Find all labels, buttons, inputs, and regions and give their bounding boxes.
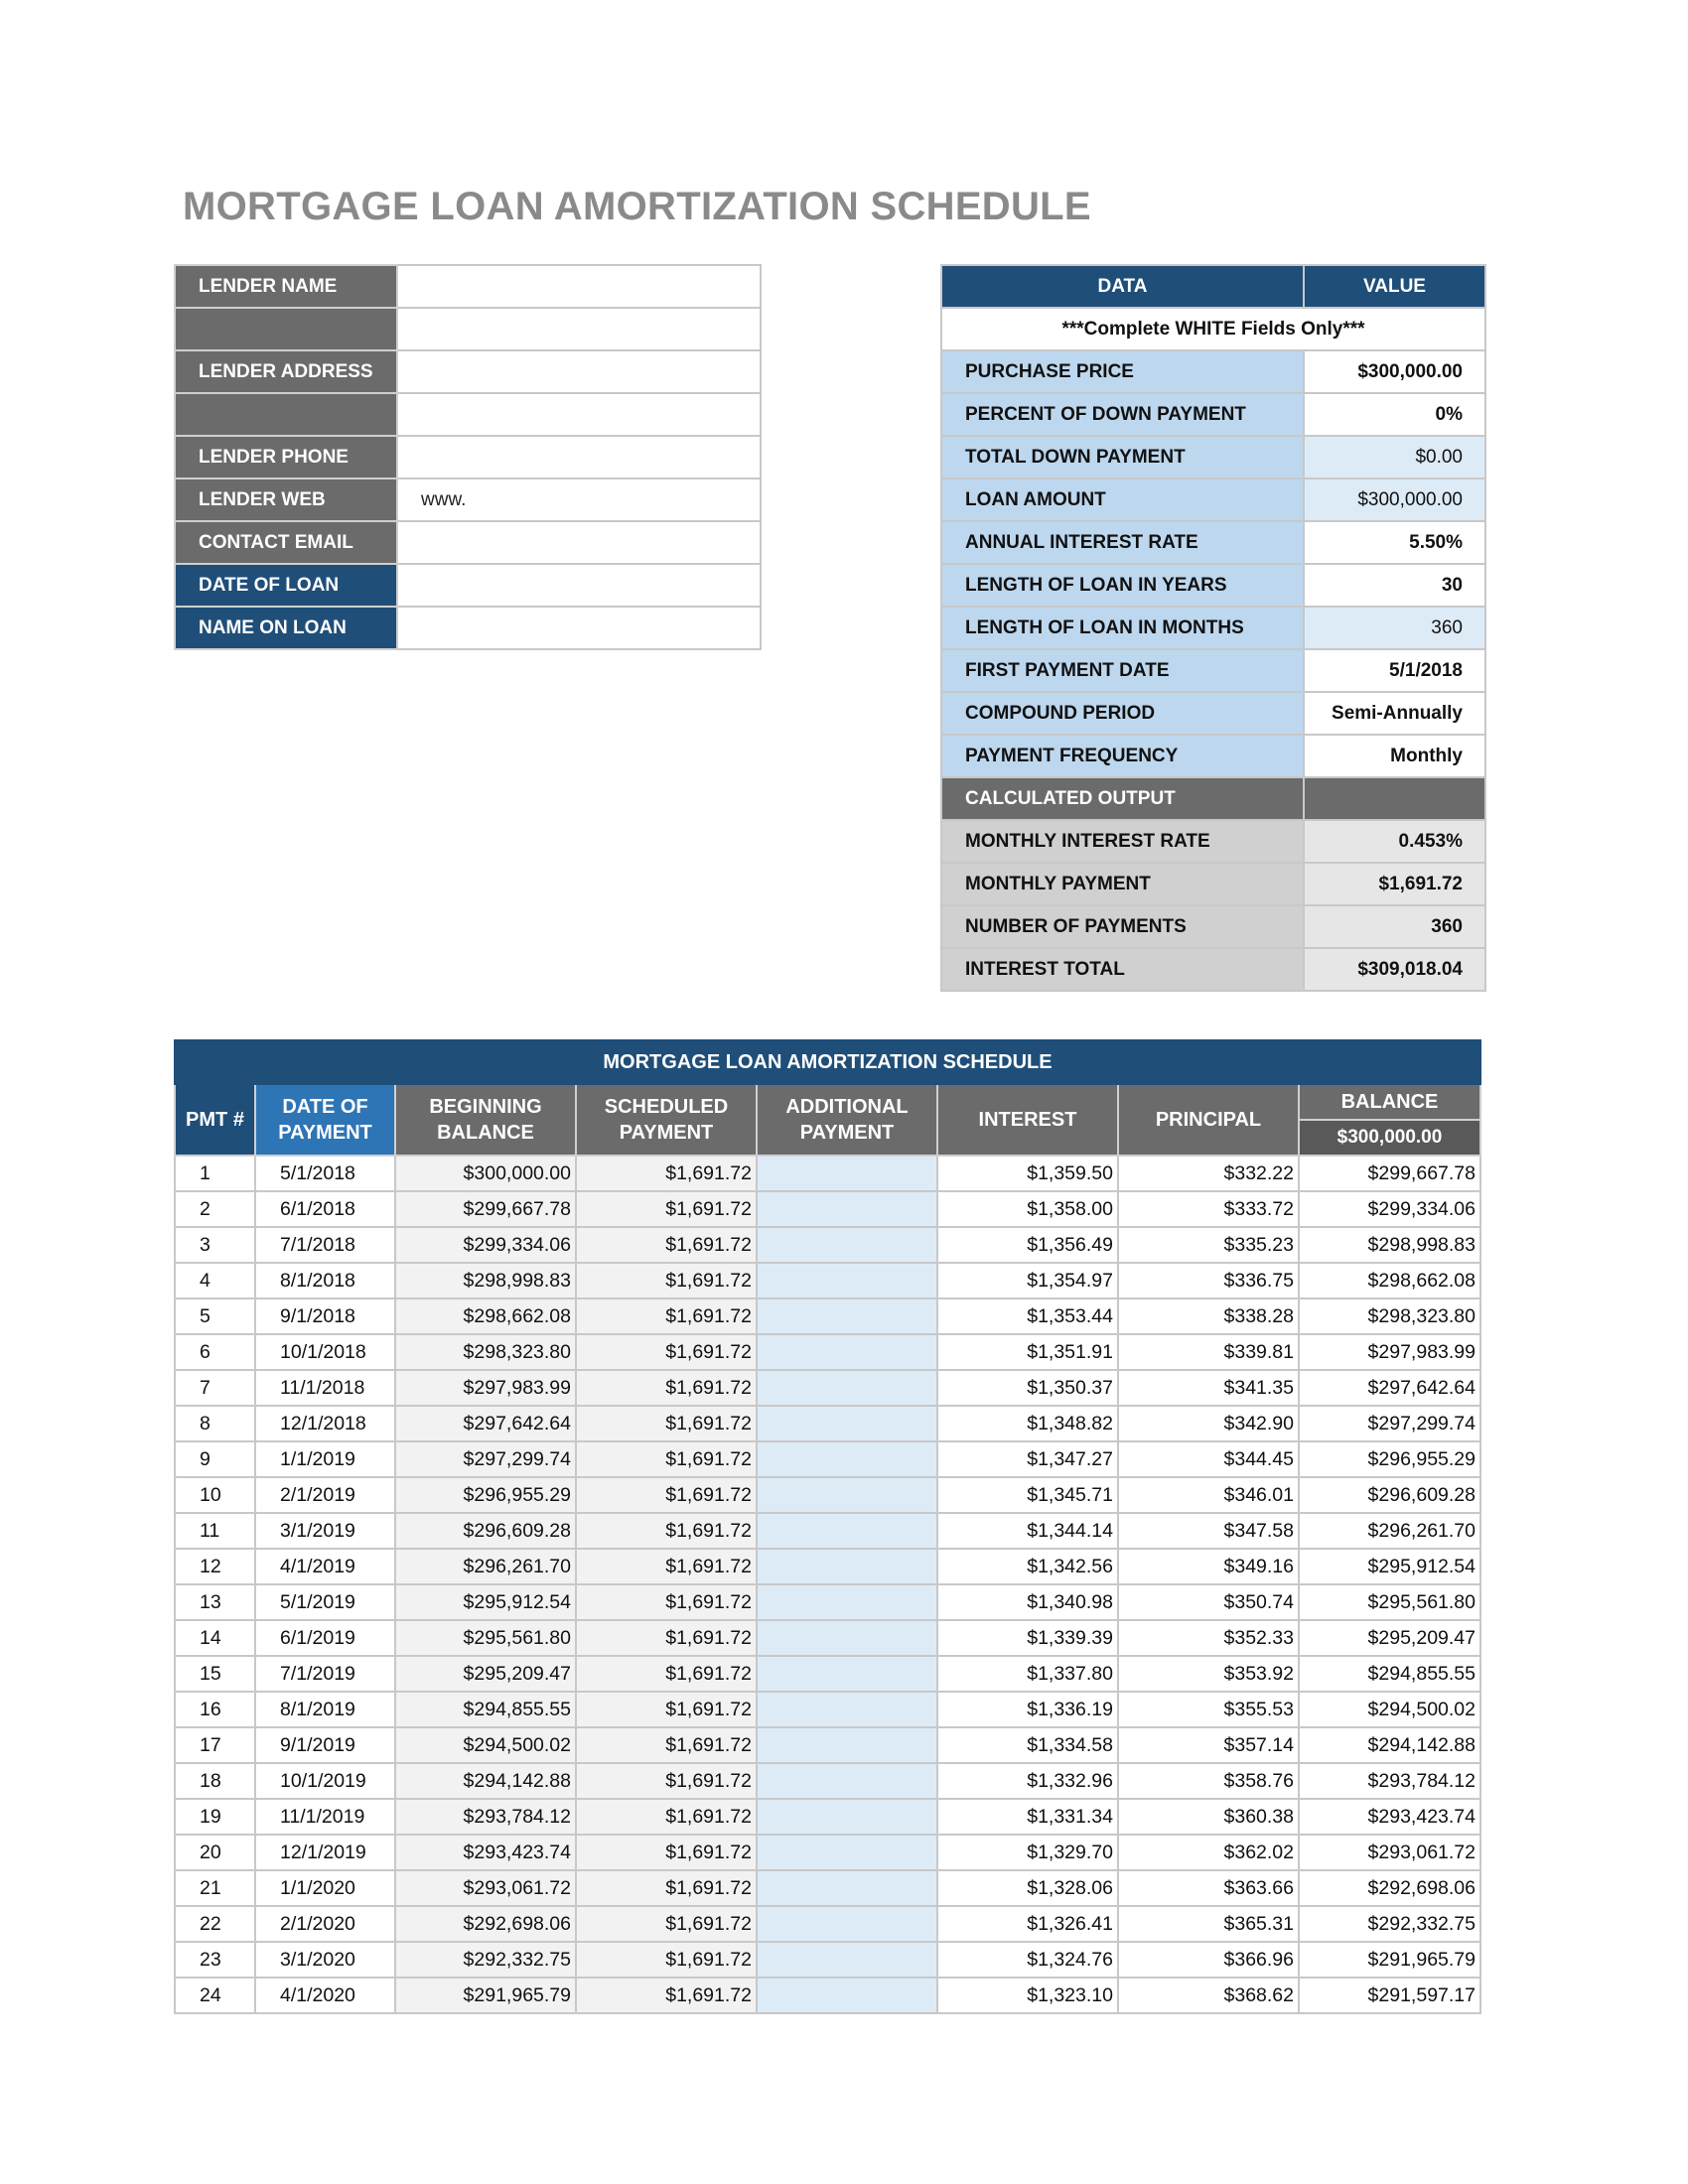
principal-cell: $362.02	[1118, 1835, 1299, 1870]
principal-cell: $366.96	[1118, 1942, 1299, 1978]
payment-date-cell: 4/1/2020	[255, 1978, 395, 2013]
payment-date-cell: 10/1/2018	[255, 1334, 395, 1370]
schedule-rows	[175, 1156, 1480, 2013]
scheduled-payment-cell: $1,691.72	[576, 1477, 757, 1513]
payment-date-cell: 12/1/2018	[255, 1406, 395, 1441]
col-header-balance: BALANCE	[1299, 1084, 1480, 1120]
calculated-output-header: CALCULATED OUTPUT	[941, 777, 1304, 820]
instructions-note: ***Complete WHITE Fields Only***	[941, 308, 1485, 350]
payment-date-cell: 11/1/2019	[255, 1799, 395, 1835]
balance-cell: $294,142.88	[1299, 1727, 1480, 1763]
purchase-price-field[interactable]: $300,000.00	[1304, 350, 1485, 393]
principal-cell: $363.66	[1118, 1870, 1299, 1906]
interest-cell: $1,323.10	[937, 1978, 1118, 2013]
principal-cell: $335.23	[1118, 1227, 1299, 1263]
interest-cell: $1,354.97	[937, 1263, 1118, 1298]
scheduled-payment-cell: $1,691.72	[576, 1549, 757, 1584]
beginning-balance-cell: $293,784.12	[395, 1799, 576, 1835]
payment-number-cell: 1	[175, 1156, 255, 1191]
interest-cell: $1,342.56	[937, 1549, 1118, 1584]
scheduled-payment-cell: $1,691.72	[576, 1191, 757, 1227]
scheduled-payment-cell: $1,691.72	[576, 1763, 757, 1799]
principal-cell: $339.81	[1118, 1334, 1299, 1370]
beginning-balance-cell: $295,209.47	[395, 1656, 576, 1692]
additional-payment-cell[interactable]	[757, 1263, 937, 1298]
additional-payment-cell[interactable]	[757, 1298, 937, 1334]
payment-number-cell: 2	[175, 1191, 255, 1227]
payment-number-cell: 22	[175, 1906, 255, 1942]
table-row	[175, 1156, 1480, 1191]
balance-cell: $292,698.06	[1299, 1870, 1480, 1906]
payment-date-cell: 1/1/2019	[255, 1441, 395, 1477]
table-row	[175, 1620, 1480, 1656]
scheduled-payment-cell: $1,691.72	[576, 1620, 757, 1656]
table-row	[175, 1191, 1480, 1227]
additional-payment-cell[interactable]	[757, 1549, 937, 1584]
lender-phone-label: LENDER PHONE	[175, 436, 397, 478]
interest-cell: $1,351.91	[937, 1334, 1118, 1370]
value-header: VALUE	[1304, 265, 1485, 308]
lender-address-field-1[interactable]	[397, 308, 761, 350]
beginning-balance-cell: $294,142.88	[395, 1763, 576, 1799]
principal-cell: $365.31	[1118, 1906, 1299, 1942]
interest-cell: $1,337.80	[937, 1656, 1118, 1692]
purchase-price-label: PURCHASE PRICE	[941, 350, 1304, 393]
payment-number-cell: 13	[175, 1584, 255, 1620]
balance-cell: $298,998.83	[1299, 1227, 1480, 1263]
table-row	[175, 1584, 1480, 1620]
principal-cell: $342.90	[1118, 1406, 1299, 1441]
principal-cell: $344.45	[1118, 1441, 1299, 1477]
balance-cell: $294,855.55	[1299, 1656, 1480, 1692]
scheduled-payment-cell: $1,691.72	[576, 1906, 757, 1942]
payment-number-cell: 8	[175, 1406, 255, 1441]
table-row	[175, 1942, 1480, 1978]
interest-cell: $1,334.58	[937, 1727, 1118, 1763]
table-row	[175, 1799, 1480, 1835]
additional-payment-cell[interactable]	[757, 1191, 937, 1227]
beginning-balance-cell: $296,955.29	[395, 1477, 576, 1513]
beginning-balance-cell: $297,642.64	[395, 1406, 576, 1441]
table-row	[175, 1370, 1480, 1406]
additional-payment-cell[interactable]	[757, 1156, 937, 1191]
payment-date-cell: 11/1/2018	[255, 1370, 395, 1406]
beginning-balance-cell: $293,423.74	[395, 1835, 576, 1870]
additional-payment-cell[interactable]	[757, 1978, 937, 2013]
interest-cell: $1,324.76	[937, 1942, 1118, 1978]
beginning-balance-cell: $292,698.06	[395, 1906, 576, 1942]
interest-cell: $1,345.71	[937, 1477, 1118, 1513]
payment-number-cell: 23	[175, 1942, 255, 1978]
payment-date-cell: 6/1/2018	[255, 1191, 395, 1227]
date-of-loan-label: DATE OF LOAN	[175, 564, 397, 607]
page-title: MORTGAGE LOAN AMORTIZATION SCHEDULE	[183, 185, 1091, 228]
payment-number-cell: 20	[175, 1835, 255, 1870]
principal-cell: $332.22	[1118, 1156, 1299, 1191]
loan-amount-label: LOAN AMOUNT	[941, 478, 1304, 521]
lender-info-table	[174, 264, 762, 650]
down-percent-field[interactable]: 0%	[1304, 393, 1485, 436]
balance-cell: $295,912.54	[1299, 1549, 1480, 1584]
payment-frequency-field[interactable]: Monthly	[1304, 735, 1485, 777]
loan-months-value: 360	[1304, 607, 1485, 649]
loan-years-label: LENGTH OF LOAN IN YEARS	[941, 564, 1304, 607]
payment-number-cell: 12	[175, 1549, 255, 1584]
monthly-payment-value: $1,691.72	[1304, 863, 1485, 905]
calculated-output-header-value	[1304, 777, 1485, 820]
payment-number-cell: 17	[175, 1727, 255, 1763]
payment-date-cell: 5/1/2018	[255, 1156, 395, 1191]
scheduled-payment-cell: $1,691.72	[576, 1799, 757, 1835]
table-row	[175, 1406, 1480, 1441]
balance-cell: $293,784.12	[1299, 1763, 1480, 1799]
compound-period-label: COMPOUND PERIOD	[941, 692, 1304, 735]
lender-name-label: LENDER NAME	[175, 265, 397, 308]
balance-cell: $291,965.79	[1299, 1942, 1480, 1978]
payment-number-cell: 18	[175, 1763, 255, 1799]
interest-cell: $1,326.41	[937, 1906, 1118, 1942]
scheduled-payment-cell: $1,691.72	[576, 1227, 757, 1263]
additional-payment-cell[interactable]	[757, 1906, 937, 1942]
interest-cell: $1,339.39	[937, 1620, 1118, 1656]
beginning-balance-cell: $297,299.74	[395, 1441, 576, 1477]
payment-number-cell: 4	[175, 1263, 255, 1298]
lender-web-label: LENDER WEB	[175, 478, 397, 521]
interest-cell: $1,359.50	[937, 1156, 1118, 1191]
additional-payment-cell[interactable]	[757, 1227, 937, 1263]
contact-email-label: CONTACT EMAIL	[175, 521, 397, 564]
interest-cell: $1,350.37	[937, 1370, 1118, 1406]
additional-payment-cell[interactable]	[757, 1477, 937, 1513]
additional-payment-cell[interactable]	[757, 1584, 937, 1620]
payment-date-cell: 2/1/2019	[255, 1477, 395, 1513]
payment-date-cell: 8/1/2018	[255, 1263, 395, 1298]
payment-number-cell: 5	[175, 1298, 255, 1334]
payment-date-cell: 2/1/2020	[255, 1906, 395, 1942]
balance-cell: $293,423.74	[1299, 1799, 1480, 1835]
beginning-balance-cell: $298,323.80	[395, 1334, 576, 1370]
data-header: DATA	[941, 265, 1304, 308]
loan-amount-value: $300,000.00	[1304, 478, 1485, 521]
principal-cell: $349.16	[1118, 1549, 1299, 1584]
beginning-balance-cell: $295,561.80	[395, 1620, 576, 1656]
balance-cell: $295,209.47	[1299, 1620, 1480, 1656]
table-row	[175, 1978, 1480, 2013]
principal-cell: $368.62	[1118, 1978, 1299, 2013]
payment-number-cell: 19	[175, 1799, 255, 1835]
interest-cell: $1,329.70	[937, 1835, 1118, 1870]
scheduled-payment-cell: $1,691.72	[576, 1978, 757, 2013]
total-down-label: TOTAL DOWN PAYMENT	[941, 436, 1304, 478]
table-row	[175, 1870, 1480, 1906]
col-header-additional-payment: ADDITIONAL PAYMENT	[757, 1084, 937, 1156]
monthly-rate-label: MONTHLY INTEREST RATE	[941, 820, 1304, 863]
contact-email-field[interactable]	[397, 521, 761, 564]
balance-cell: $296,261.70	[1299, 1513, 1480, 1549]
payment-number-cell: 7	[175, 1370, 255, 1406]
interest-rate-label: ANNUAL INTEREST RATE	[941, 521, 1304, 564]
additional-payment-cell[interactable]	[757, 1835, 937, 1870]
first-payment-date-label: FIRST PAYMENT DATE	[941, 649, 1304, 692]
date-of-loan-field[interactable]	[397, 564, 761, 607]
principal-cell: $350.74	[1118, 1584, 1299, 1620]
payment-number-cell: 16	[175, 1692, 255, 1727]
name-on-loan-label: NAME ON LOAN	[175, 607, 397, 649]
balance-cell: $293,061.72	[1299, 1835, 1480, 1870]
lender-address-label: LENDER ADDRESS	[175, 350, 397, 393]
loan-months-label: LENGTH OF LOAN IN MONTHS	[941, 607, 1304, 649]
payment-date-cell: 3/1/2019	[255, 1513, 395, 1549]
down-percent-label: PERCENT OF DOWN PAYMENT	[941, 393, 1304, 436]
table-row	[175, 1727, 1480, 1763]
number-of-payments-label: NUMBER OF PAYMENTS	[941, 905, 1304, 948]
scheduled-payment-cell: $1,691.72	[576, 1692, 757, 1727]
table-row	[175, 1298, 1480, 1334]
interest-cell: $1,348.82	[937, 1406, 1118, 1441]
table-row	[175, 1692, 1480, 1727]
scheduled-payment-cell: $1,691.72	[576, 1441, 757, 1477]
scheduled-payment-cell: $1,691.72	[576, 1835, 757, 1870]
payment-number-cell: 15	[175, 1656, 255, 1692]
table-row	[175, 1334, 1480, 1370]
beginning-balance-cell: $294,855.55	[395, 1692, 576, 1727]
scheduled-payment-cell: $1,691.72	[576, 1513, 757, 1549]
balance-cell: $297,983.99	[1299, 1334, 1480, 1370]
table-row	[175, 1263, 1480, 1298]
additional-payment-cell[interactable]	[757, 1870, 937, 1906]
additional-payment-cell[interactable]	[757, 1370, 937, 1406]
additional-payment-cell[interactable]	[757, 1799, 937, 1835]
beginning-balance-cell: $293,061.72	[395, 1870, 576, 1906]
payment-date-cell: 1/1/2020	[255, 1870, 395, 1906]
principal-cell: $347.58	[1118, 1513, 1299, 1549]
beginning-balance-cell: $295,912.54	[395, 1584, 576, 1620]
col-header-scheduled-payment: SCHEDULED PAYMENT	[576, 1084, 757, 1156]
payment-frequency-label: PAYMENT FREQUENCY	[941, 735, 1304, 777]
principal-cell: $360.38	[1118, 1799, 1299, 1835]
table-row	[175, 1763, 1480, 1799]
payment-number-cell: 24	[175, 1978, 255, 2013]
interest-cell: $1,347.27	[937, 1441, 1118, 1477]
table-row	[175, 1513, 1480, 1549]
additional-payment-cell[interactable]	[757, 1513, 937, 1549]
beginning-balance-cell: $294,500.02	[395, 1727, 576, 1763]
lender-address-label-cont	[175, 393, 397, 436]
interest-cell: $1,353.44	[937, 1298, 1118, 1334]
principal-cell: $341.35	[1118, 1370, 1299, 1406]
beginning-balance-cell: $291,965.79	[395, 1978, 576, 2013]
additional-payment-cell[interactable]	[757, 1692, 937, 1727]
balance-cell: $298,662.08	[1299, 1263, 1480, 1298]
first-payment-date-field[interactable]: 5/1/2018	[1304, 649, 1485, 692]
interest-total-label: INTEREST TOTAL	[941, 948, 1304, 991]
beginning-balance-cell: $292,332.75	[395, 1942, 576, 1978]
additional-payment-cell[interactable]	[757, 1406, 937, 1441]
table-row	[175, 1835, 1480, 1870]
balance-cell: $299,667.78	[1299, 1156, 1480, 1191]
interest-cell: $1,358.00	[937, 1191, 1118, 1227]
beginning-balance-cell: $296,261.70	[395, 1549, 576, 1584]
additional-payment-cell[interactable]	[757, 1942, 937, 1978]
payment-number-cell: 9	[175, 1441, 255, 1477]
lender-address-field-3[interactable]	[397, 393, 761, 436]
interest-cell: $1,356.49	[937, 1227, 1118, 1263]
beginning-balance-cell: $296,609.28	[395, 1513, 576, 1549]
interest-cell: $1,331.34	[937, 1799, 1118, 1835]
lender-web-field[interactable]: www.	[397, 478, 761, 521]
balance-cell: $295,561.80	[1299, 1584, 1480, 1620]
scheduled-payment-cell: $1,691.72	[576, 1370, 757, 1406]
interest-cell: $1,340.98	[937, 1584, 1118, 1620]
scheduled-payment-cell: $1,691.72	[576, 1727, 757, 1763]
monthly-rate-value: 0.453%	[1304, 820, 1485, 863]
additional-payment-cell[interactable]	[757, 1620, 937, 1656]
beginning-balance-cell: $297,983.99	[395, 1370, 576, 1406]
principal-cell: $336.75	[1118, 1263, 1299, 1298]
total-down-value: $0.00	[1304, 436, 1485, 478]
principal-cell: $338.28	[1118, 1298, 1299, 1334]
interest-rate-field[interactable]: 5.50%	[1304, 521, 1485, 564]
payment-number-cell: 3	[175, 1227, 255, 1263]
lender-name-field[interactable]	[397, 265, 761, 308]
beginning-balance-cell: $300,000.00	[395, 1156, 576, 1191]
payment-number-cell: 10	[175, 1477, 255, 1513]
loan-years-field[interactable]: 30	[1304, 564, 1485, 607]
payment-date-cell: 6/1/2019	[255, 1620, 395, 1656]
payment-number-cell: 11	[175, 1513, 255, 1549]
interest-cell: $1,344.14	[937, 1513, 1118, 1549]
interest-cell: $1,332.96	[937, 1763, 1118, 1799]
principal-cell: $358.76	[1118, 1763, 1299, 1799]
number-of-payments-value: 360	[1304, 905, 1485, 948]
payment-number-cell: 14	[175, 1620, 255, 1656]
beginning-balance-cell: $298,662.08	[395, 1298, 576, 1334]
interest-cell: $1,336.19	[937, 1692, 1118, 1727]
col-header-principal: PRINCIPAL	[1118, 1084, 1299, 1156]
balance-cell: $297,299.74	[1299, 1406, 1480, 1441]
beginning-balance-cell: $299,334.06	[395, 1227, 576, 1263]
scheduled-payment-cell: $1,691.72	[576, 1156, 757, 1191]
payment-date-cell: 3/1/2020	[255, 1942, 395, 1978]
starting-balance: $300,000.00	[1299, 1120, 1480, 1156]
scheduled-payment-cell: $1,691.72	[576, 1334, 757, 1370]
scheduled-payment-cell: $1,691.72	[576, 1942, 757, 1978]
payment-date-cell: 10/1/2019	[255, 1763, 395, 1799]
table-row	[175, 1227, 1480, 1263]
principal-cell: $346.01	[1118, 1477, 1299, 1513]
name-on-loan-field[interactable]	[397, 607, 761, 649]
table-row	[175, 1549, 1480, 1584]
principal-cell: $353.92	[1118, 1656, 1299, 1692]
payment-date-cell: 12/1/2019	[255, 1835, 395, 1870]
additional-payment-cell[interactable]	[757, 1334, 937, 1370]
scheduled-payment-cell: $1,691.72	[576, 1406, 757, 1441]
scheduled-payment-cell: $1,691.72	[576, 1656, 757, 1692]
balance-cell: $296,609.28	[1299, 1477, 1480, 1513]
payment-number-cell: 21	[175, 1870, 255, 1906]
principal-cell: $333.72	[1118, 1191, 1299, 1227]
additional-payment-cell[interactable]	[757, 1763, 937, 1799]
col-header-date: DATE OF PAYMENT	[255, 1084, 395, 1156]
table-row	[175, 1477, 1480, 1513]
beginning-balance-cell: $299,667.78	[395, 1191, 576, 1227]
monthly-payment-label: MONTHLY PAYMENT	[941, 863, 1304, 905]
principal-cell: $352.33	[1118, 1620, 1299, 1656]
interest-total-value: $309,018.04	[1304, 948, 1485, 991]
balance-cell: $298,323.80	[1299, 1298, 1480, 1334]
scheduled-payment-cell: $1,691.72	[576, 1263, 757, 1298]
payment-number-cell: 6	[175, 1334, 255, 1370]
principal-cell: $357.14	[1118, 1727, 1299, 1763]
compound-period-field[interactable]: Semi-Annually	[1304, 692, 1485, 735]
balance-cell: $299,334.06	[1299, 1191, 1480, 1227]
balance-cell: $297,642.64	[1299, 1370, 1480, 1406]
loan-data-table	[940, 264, 1486, 992]
schedule-title: MORTGAGE LOAN AMORTIZATION SCHEDULE	[175, 1040, 1480, 1084]
principal-cell: $355.53	[1118, 1692, 1299, 1727]
balance-cell: $294,500.02	[1299, 1692, 1480, 1727]
payment-date-cell: 4/1/2019	[255, 1549, 395, 1584]
payment-date-cell: 5/1/2019	[255, 1584, 395, 1620]
payment-date-cell: 7/1/2019	[255, 1656, 395, 1692]
additional-payment-cell[interactable]	[757, 1727, 937, 1763]
table-row	[175, 1656, 1480, 1692]
scheduled-payment-cell: $1,691.72	[576, 1584, 757, 1620]
payment-date-cell: 9/1/2018	[255, 1298, 395, 1334]
balance-cell: $296,955.29	[1299, 1441, 1480, 1477]
additional-payment-cell[interactable]	[757, 1656, 937, 1692]
additional-payment-cell[interactable]	[757, 1441, 937, 1477]
beginning-balance-cell: $298,998.83	[395, 1263, 576, 1298]
lender-address-label	[175, 308, 397, 350]
col-header-interest: INTEREST	[937, 1084, 1118, 1156]
table-row	[175, 1906, 1480, 1942]
amortization-schedule-table	[174, 1039, 1481, 2014]
payment-date-cell: 7/1/2018	[255, 1227, 395, 1263]
lender-phone-field[interactable]	[397, 436, 761, 478]
col-header-pmt: PMT #	[175, 1084, 255, 1156]
interest-cell: $1,328.06	[937, 1870, 1118, 1906]
col-header-beginning-balance: BEGINNING BALANCE	[395, 1084, 576, 1156]
lender-address-field-2[interactable]	[397, 350, 761, 393]
scheduled-payment-cell: $1,691.72	[576, 1298, 757, 1334]
scheduled-payment-cell: $1,691.72	[576, 1870, 757, 1906]
balance-cell: $291,597.17	[1299, 1978, 1480, 2013]
payment-date-cell: 8/1/2019	[255, 1692, 395, 1727]
table-row	[175, 1441, 1480, 1477]
payment-date-cell: 9/1/2019	[255, 1727, 395, 1763]
balance-cell: $292,332.75	[1299, 1906, 1480, 1942]
